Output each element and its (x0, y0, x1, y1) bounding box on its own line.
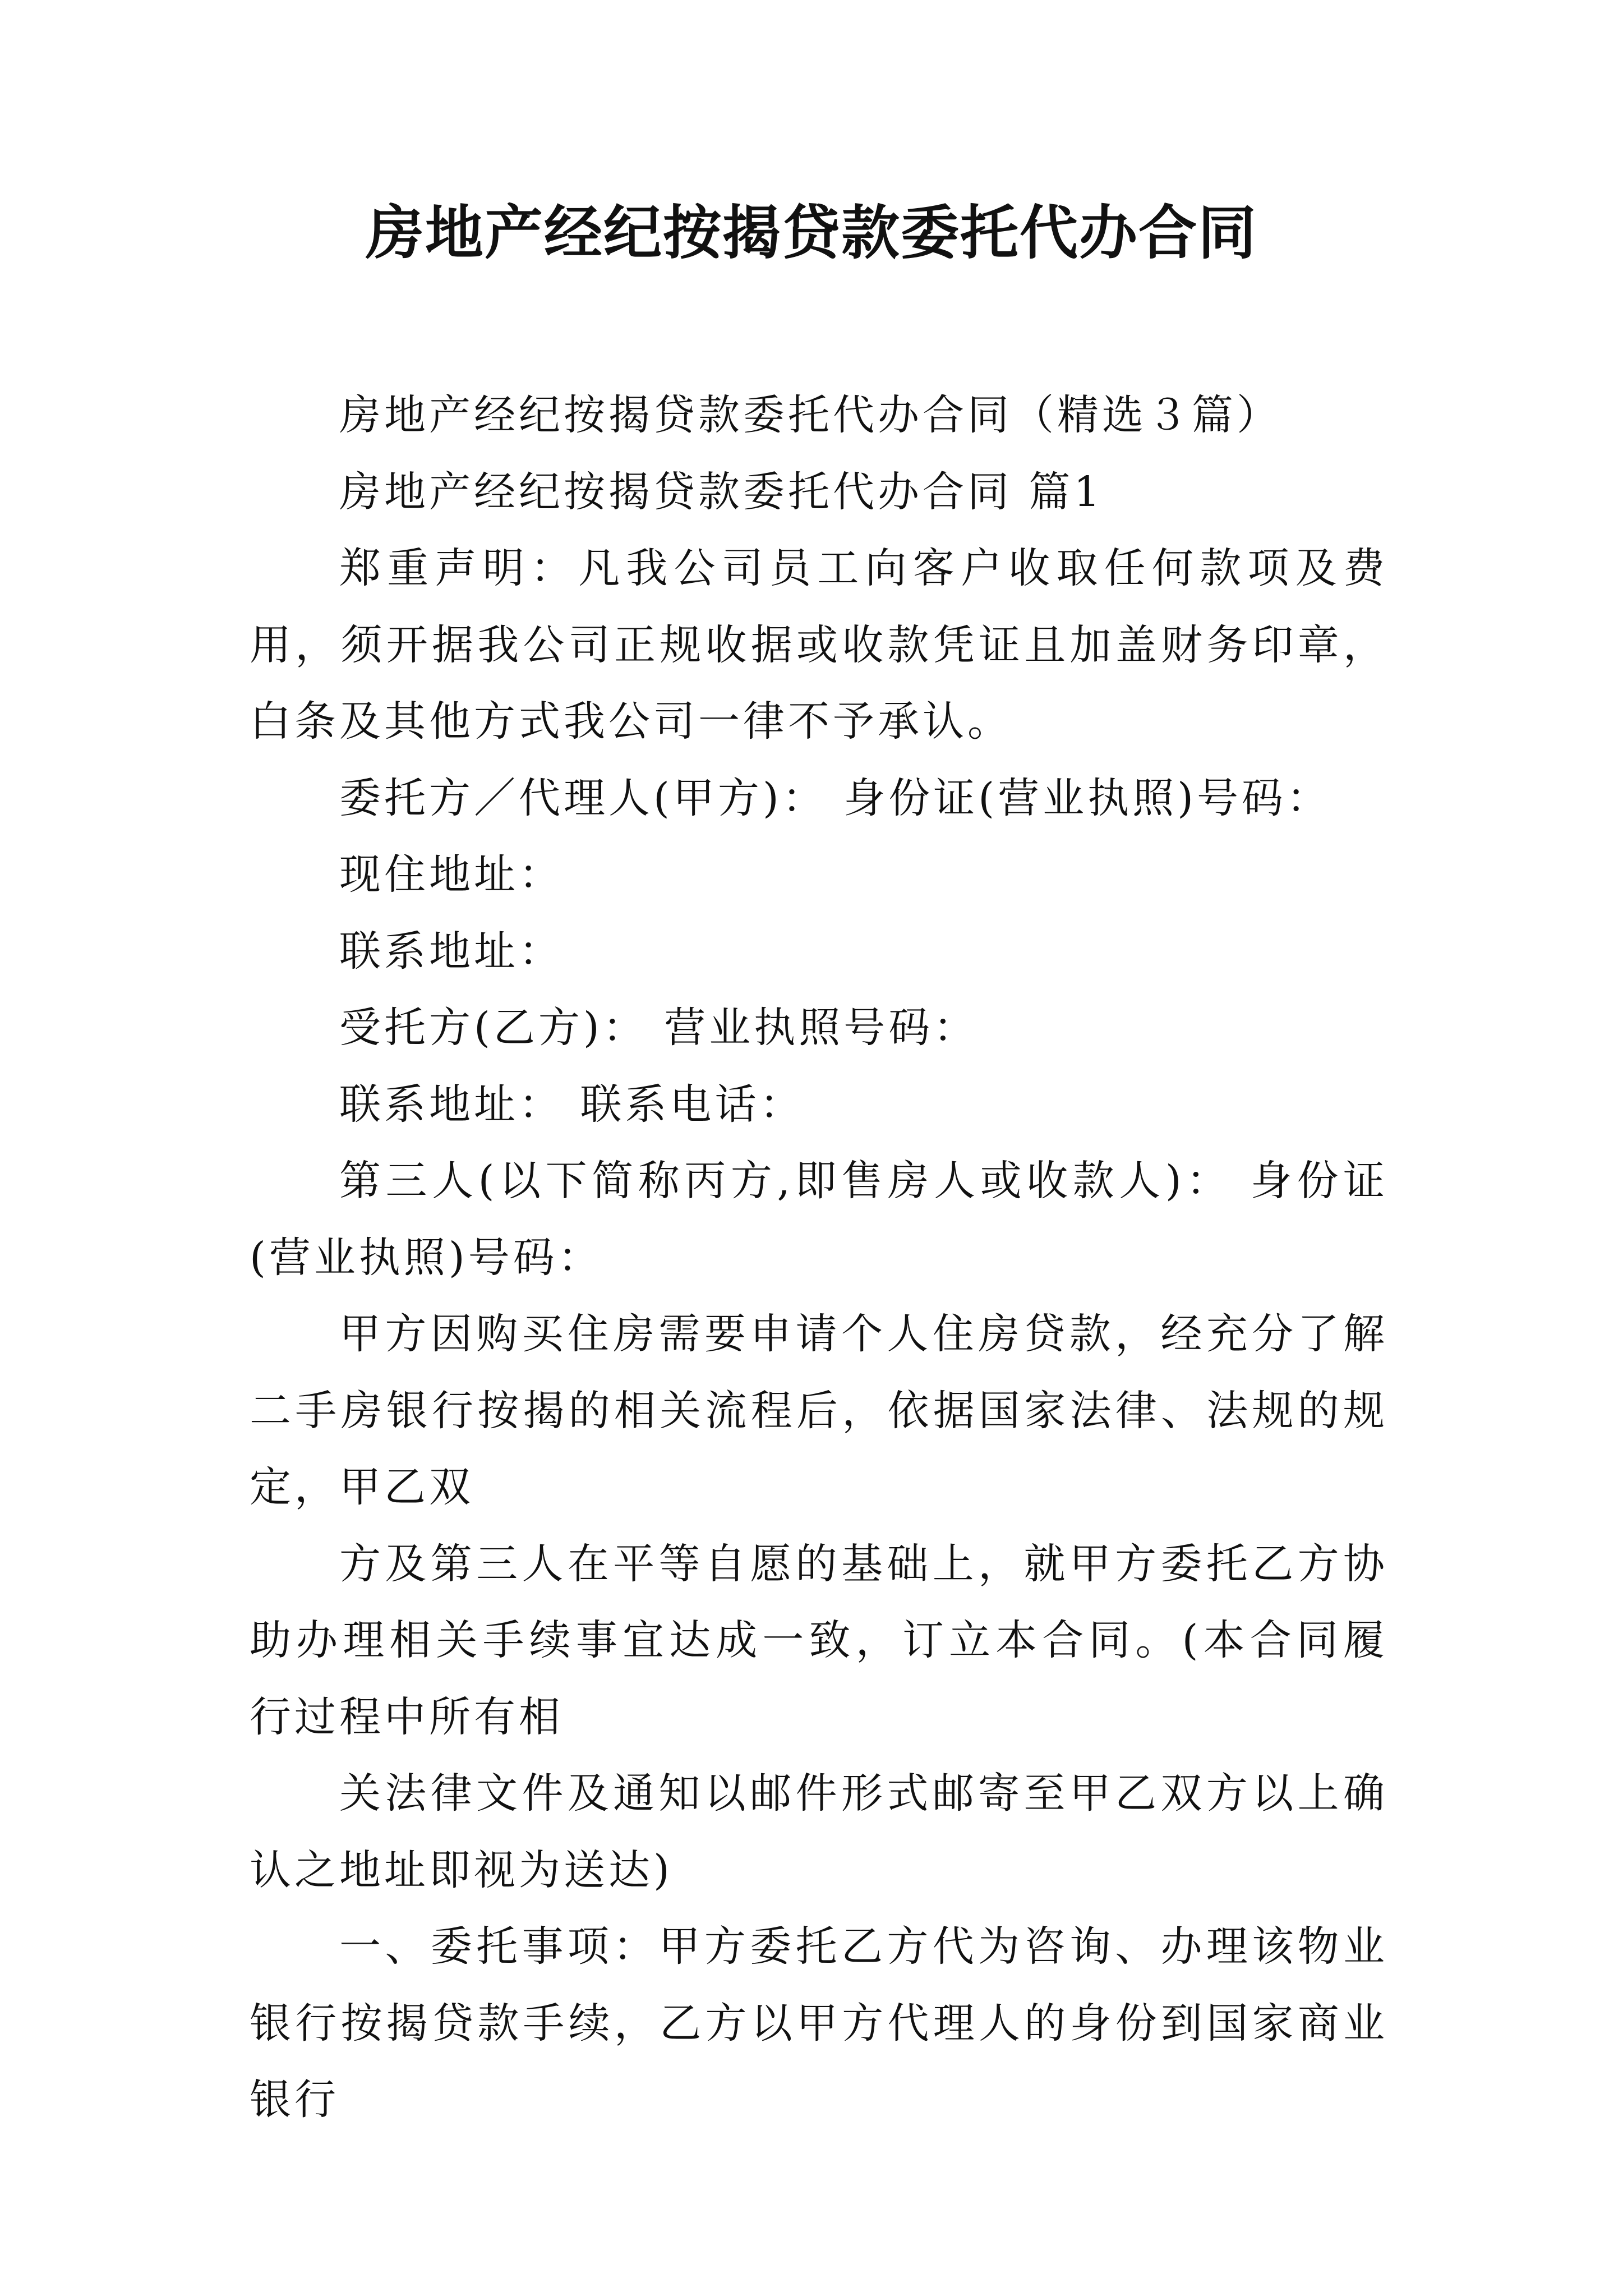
paragraph-agreement: 方及第三人在平等自愿的基础上，就甲方委托乙方协助办理相关手续事宜达成一致，订立本合同。(本合同履行过程中所有相 (250, 1539, 1388, 1741)
paragraph-section-heading: 房地产经纪按揭贷款委托代办合同 篇1 (339, 467, 1104, 516)
paragraph-declaration: 郑重声明：凡我公司员工向客户收取任何款项及费用，须开据我公司正规收据或收款凭证且加盖财务印章，白条及其他方式我公司一律不予承认。 (250, 544, 1388, 746)
paragraph-third-party: 第三人(以下简称丙方,即售房人或收款人)： 身份证(营业执照)号码： (250, 1157, 1388, 1282)
paragraph-party-b: 受托方(乙方)： 营业执照号码： (339, 1004, 979, 1052)
paragraph-notice: 关法律文件及通知以邮件形式邮寄至甲乙双方以上确认之地址即视为送达) (250, 1769, 1388, 1894)
paragraph-contact-phone: 联系地址： 联系电话： (339, 1080, 805, 1129)
document-title: 房地产经纪按揭贷款委托代办合同 (365, 199, 1257, 267)
paragraph-subtitle: 房地产经纪按揭贷款委托代办合同（精选３篇） (339, 391, 1281, 439)
paragraph-purpose: 甲方因购买住房需要申请个人住房贷款，经充分了解二手房银行按揭的相关流程后，依据国家法律、法规的规定，甲乙双 (250, 1310, 1388, 1511)
paragraph-clause-1: 一、委托事项：甲方委托乙方代为咨询、办理该物业银行按揭贷款手续，乙方以甲方代理人的身份到国家商业银行 (250, 1922, 1388, 2124)
paragraph-current-address: 现住地址： (339, 850, 564, 899)
paragraph-contact-address: 联系地址： (339, 927, 564, 976)
paragraph-party-a: 委托方／代理人(甲方)： 身份证(营业执照)号码： (339, 774, 1332, 822)
document-body (250, 377, 1388, 2138)
